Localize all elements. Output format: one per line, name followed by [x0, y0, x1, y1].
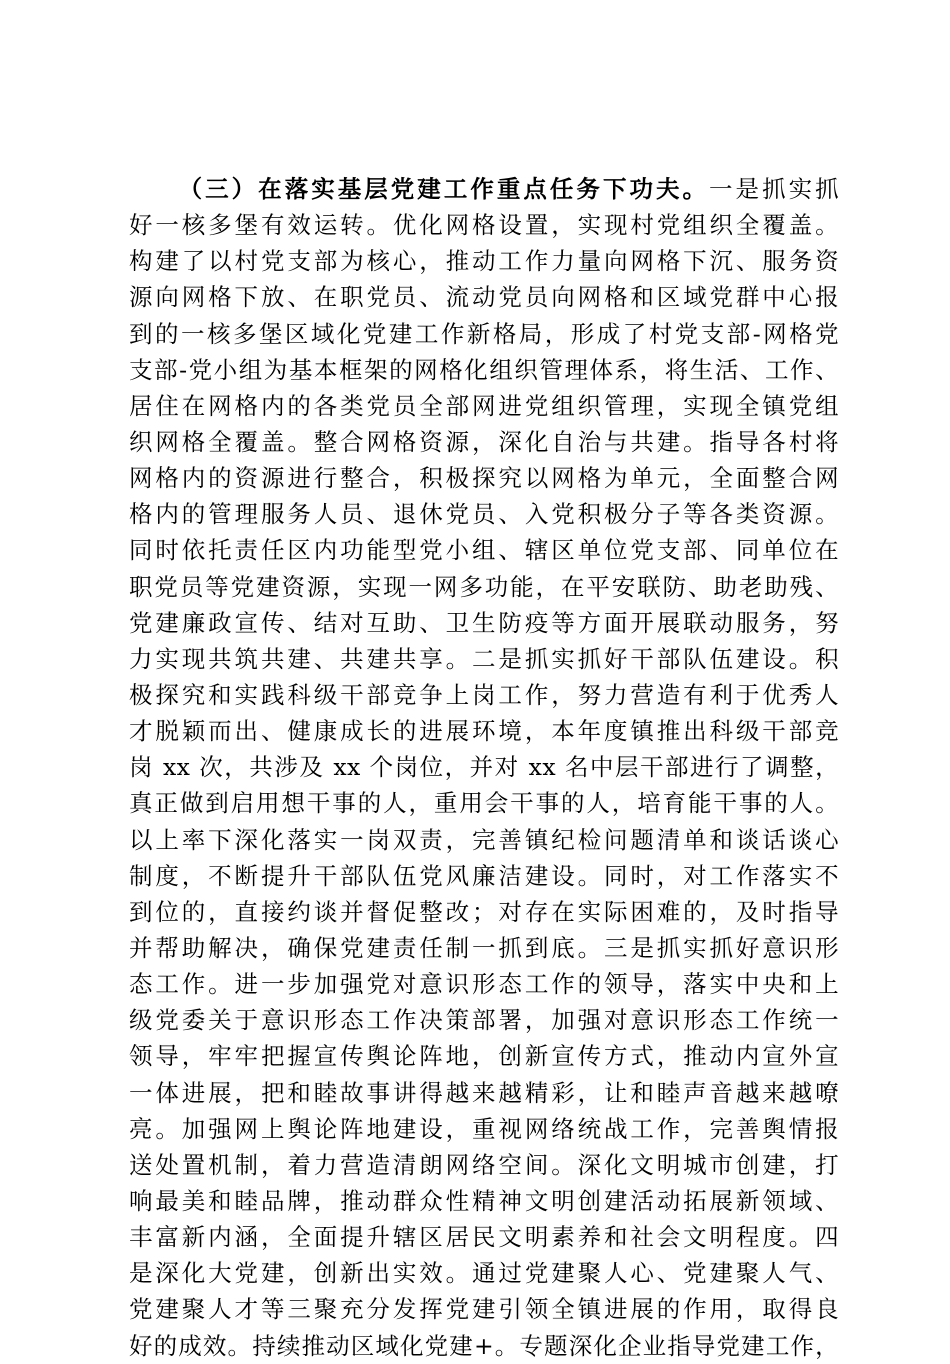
text-line: 态工作。进一步加强党对意识形态工作的领导，落实中央和上 — [129, 970, 839, 999]
text-line: 级党委关于意识形态工作决策部署，加强对意识形态工作统一 — [129, 1006, 839, 1035]
text-line: 才脱颖而出、健康成长的进展环境，本年度镇推出科级干部竞 — [129, 717, 839, 746]
text-line: 党建聚人才等三聚充分发挥党建引领全镇进展的作用，取得良 — [129, 1295, 839, 1324]
text-line: 支部-党小组为基本框架的网格化组织管理体系，将生活、工作、 — [129, 355, 839, 384]
text-line: 职党员等党建资源，实现一网多功能，在平安联防、助老助残、 — [129, 572, 839, 601]
text-line: 丰富新内涵，全面提升辖区居民文明素养和社会文明程度。四 — [129, 1223, 839, 1252]
text-line: 极探究和实践科级干部竞争上岗工作，努力营造有利于优秀人 — [129, 680, 839, 709]
text-line: 居住在网格内的各类党员全部网进党组织管理，实现全镇党组 — [129, 391, 839, 420]
paragraph-first-line — [129, 171, 839, 207]
text-line: 织网格全覆盖。整合网格资源，深化自治与共建。指导各村将 — [129, 427, 839, 456]
first-line-text: 一是抓实抓 — [709, 175, 840, 203]
text-line: 是深化大党建，创新出实效。通过党建聚人心、党建聚人气、 — [129, 1259, 839, 1288]
text-line: 网格内的资源进行整合，积极探究以网格为单元，全面整合网 — [129, 464, 839, 493]
section-heading: （三）在落实基层党建工作重点任务下功夫。 — [176, 175, 710, 203]
text-line: 好一核多堡有效运转。优化网格设置，实现村党组织全覆盖。 — [129, 211, 839, 240]
text-line: 并帮助解决，确保党建责任制一抓到底。三是抓实抓好意识形 — [129, 933, 839, 962]
text-line: 到的一核多堡区域化党建工作新格局，形成了村党支部-网格党 — [129, 319, 839, 348]
text-line: 真正做到启用想干事的人，重用会干事的人，培育能干事的人。 — [129, 789, 839, 818]
text-line: 亮。加强网上舆论阵地建设，重视网络统战工作，完善舆情报 — [129, 1114, 839, 1143]
text-line: 送处置机制，着力营造清朗网络空间。深化文明城市创建，打 — [129, 1150, 839, 1179]
text-line: 响最美和睦品牌，推动群众性精神文明创建活动拓展新领域、 — [129, 1186, 839, 1215]
text-line: 到位的，直接约谈并督促整改；对存在实际困难的，及时指导 — [129, 897, 839, 926]
text-line: 好的成效。持续推动区域化党建+。专题深化企业指导党建工作， — [129, 1331, 839, 1360]
text-line: 构建了以村党支部为核心，推动工作力量向网格下沉、服务资 — [129, 247, 839, 276]
text-line: 格内的管理服务人员、退休党员、入党积极分子等各类资源。 — [129, 500, 839, 529]
text-line: 制度，不断提升干部队伍党风廉洁建设。同时，对工作落实不 — [129, 861, 839, 890]
text-line: 同时依托责任区内功能型党小组、辖区单位党支部、同单位在 — [129, 536, 839, 565]
text-line: 党建廉政宣传、结对互助、卫生防疫等方面开展联动服务，努 — [129, 608, 839, 637]
text-line: 领导，牢牢把握宣传舆论阵地，创新宣传方式，推动内宣外宣 — [129, 1042, 839, 1071]
text-line: 源向网格下放、在职党员、流动党员向网格和区域党群中心报 — [129, 283, 839, 312]
text-line: 一体进展，把和睦故事讲得越来越精彩，让和睦声音越来越嘹 — [129, 1078, 839, 1107]
body-paragraph — [129, 171, 839, 1364]
text-line: 以上率下深化落实一岗双责，完善镇纪检问题清单和谈话谈心 — [129, 825, 839, 854]
text-line: 岗 xx 次，共涉及 xx 个岗位，并对 xx 名中层干部进行了调整， — [129, 753, 839, 782]
text-line: 力实现共筑共建、共建共享。二是抓实抓好干部队伍建设。积 — [129, 644, 839, 673]
